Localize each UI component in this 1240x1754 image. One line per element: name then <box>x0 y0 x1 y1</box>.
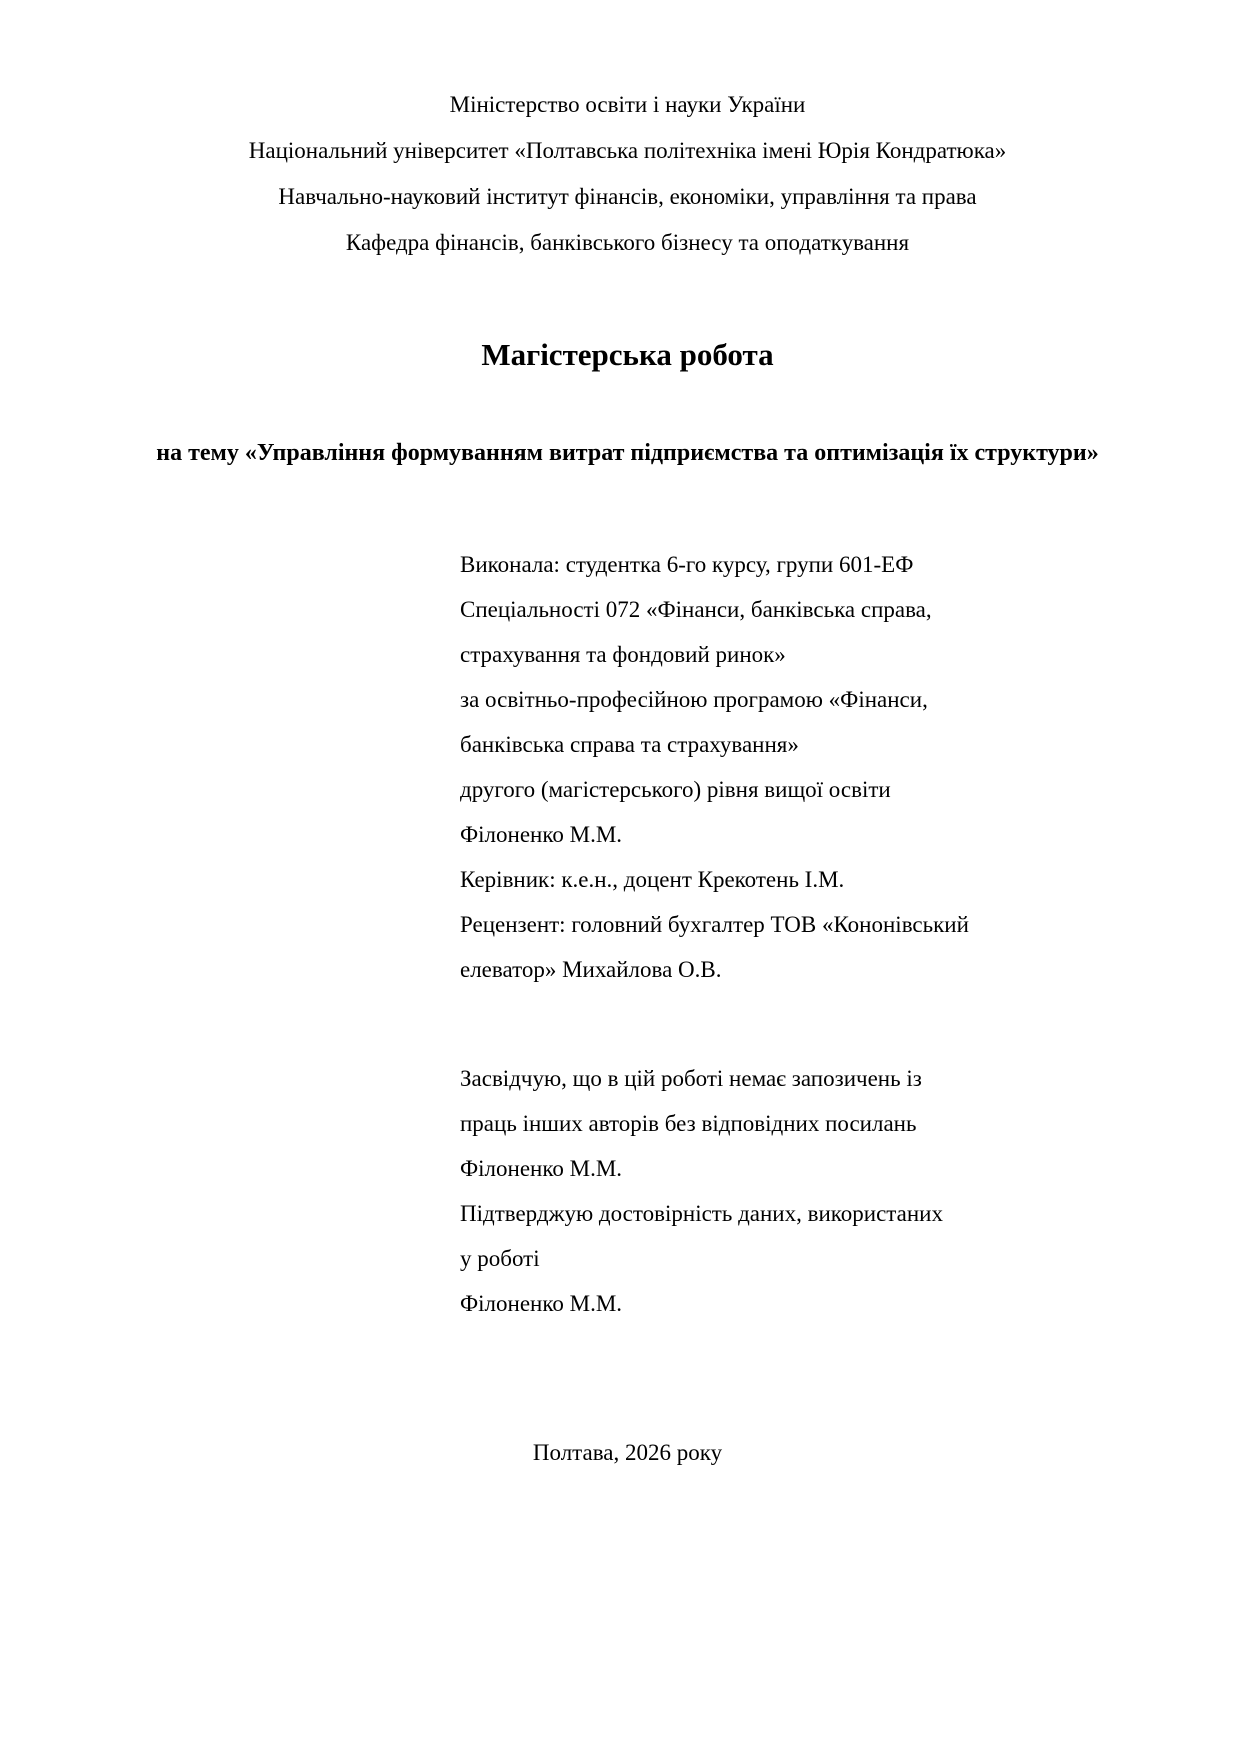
attestation-line-4: у роботі <box>460 1246 540 1271</box>
city-year-line: Полтава, 2026 року <box>532 1440 723 1465</box>
author-name-line: Філоненко М.М. <box>460 822 623 847</box>
specialty-line-2: страхування та фондовий ринок» <box>460 642 786 667</box>
thesis-topic: на тему «Управління формуванням витрат підприємства та оптимізація їх структури» <box>156 440 1099 466</box>
attestation-line-1: Засвідчую, що в цій роботі немає запозичень із <box>460 1066 922 1091</box>
supervisor-line: Керівник: к.е.н., доцент Крекотень І.М. <box>460 867 845 892</box>
attestation-signature-2: Філоненко М.М. <box>460 1291 623 1316</box>
degree-level-line: другого (магістерського) рівня вищої освіти <box>460 777 891 802</box>
program-line-2: банківська справа та страхування» <box>460 732 799 757</box>
document-title: Магістерська робота <box>481 337 774 372</box>
attestation-line-3: Підтверджую достовірність даних, використаних <box>460 1201 943 1226</box>
attestation-signature-1: Філоненко М.М. <box>460 1156 623 1181</box>
program-line-1: за освітньо-професійною програмою «Фінанси, <box>460 687 928 712</box>
reviewer-line-1: Рецензент: головний бухгалтер ТОВ «Кононівський <box>460 912 969 937</box>
attestation-block <box>460 1056 1125 1326</box>
author-details-block <box>460 542 1125 992</box>
reviewer-line-2: елеватор» Михайлова О.В. <box>460 957 722 982</box>
university-line: Національний університет «Полтавська політехніка імені Юрія Кондратюка» <box>248 138 1007 163</box>
ministry-line: Міністерство освіти і науки України <box>449 92 806 117</box>
department-line: Кафедра фінансів, банківського бізнесу та оподаткування <box>345 230 910 255</box>
specialty-line-1: Спеціальності 072 «Фінанси, банківська справа, <box>460 597 932 622</box>
author-line: Виконала: студентка 6-го курсу, групи 601-ЕФ <box>460 552 914 577</box>
attestation-line-2: праць інших авторів без відповідних посилань <box>460 1111 917 1136</box>
institution-header <box>130 82 1125 266</box>
institute-line: Навчально-науковий інститут фінансів, економіки, управління та права <box>278 184 977 209</box>
